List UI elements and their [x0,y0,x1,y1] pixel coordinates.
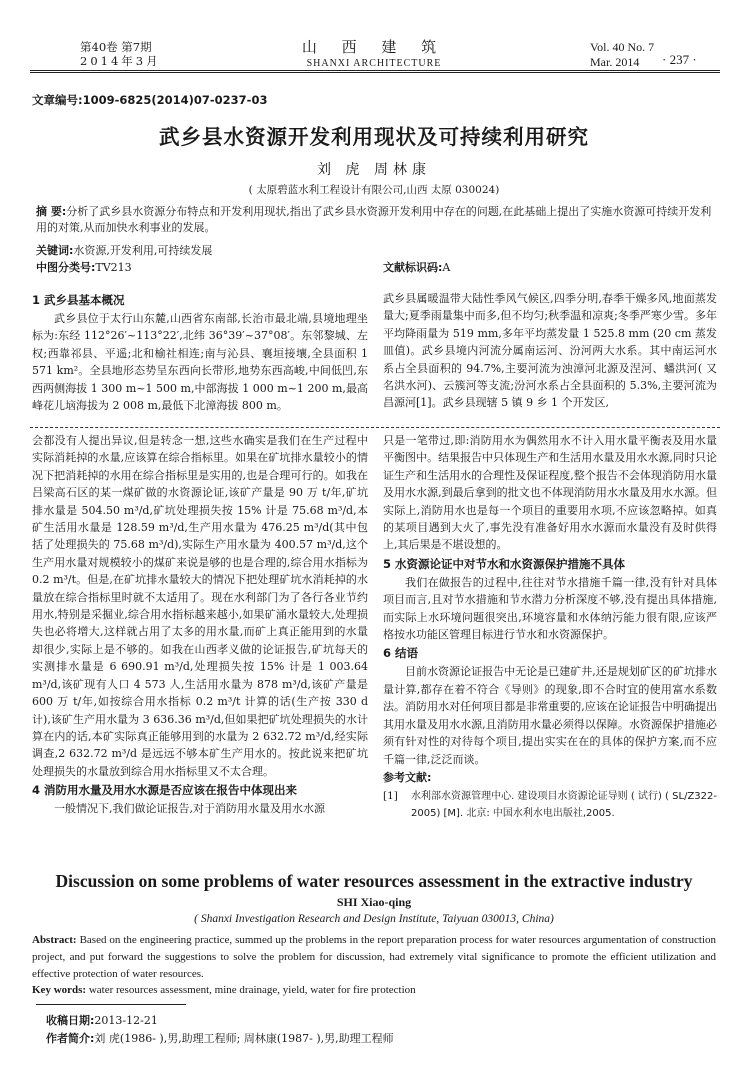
page-number: · 237 · [662,52,697,67]
right-paragraph-3: 目前水资源论证报告中无论是已建矿井,还是规划矿区的矿坑排水量计算,都存在着不符合《导则》的现象,即不合时宜的使用富水系数法。消防用水对任何项目都是非常重要的,应该在论证报告中明确提出其用水量及用水水源,且消防用水量必须得以保障。水资源保护措施必须有针对性的对待每个项目,提出实实在在的具体的保护方案,而不应千篇一律,泛泛而谈。 [383,665,717,766]
bio-text: 刘 虎(1986- ),男,助理工程师; 周林康(1987- ),男,助理工程师 [94,1032,394,1045]
section1-left [32,290,368,414]
references-heading: 参考文献: [383,770,432,784]
english-title: Discussion on some problems of water resources assessment in the extractive industry [55,871,693,891]
section-heading-5: 5 水资源论证中对节水和水资源保护措施不具体 [383,556,626,571]
journal-name-en: SHANXI ARCHITECTURE [306,58,442,69]
reference-1-number: [1] [383,789,398,802]
journal-name-cn: 山 西 建 筑 [301,38,447,56]
authors: 刘 虎 周林康 [317,162,431,178]
received-date [46,1012,158,1028]
article-number: 文章编号:1009-6825(2014)07-0237-03 [32,93,268,107]
keywords-text: 水资源,开发利用,可持续发展 [73,244,213,257]
class-label: 中图分类号: [36,261,96,274]
affiliation: ( 太原碧蓝水利工程设计有限公司,山西 太原 030024) [248,184,500,196]
english-abstract [32,932,716,983]
journal-volume-en [590,40,654,70]
keywords-label: 关键词: [36,244,74,257]
abstract-text: 分析了武乡县水资源分布特点和开发利用现状,指出了武乡县水资源开发利用中存在的问题,在此基础上提出了实施水资源可持续开发利用的对策,从而加快水利事业的发展。 [36,205,712,234]
volume-cn: 第40卷 第7期 [80,40,152,54]
left-paragraph-1: 会都没有人提出异议,但是转念一想,这些水确实是我们在生产过程中实际消耗掉的水量,应该算在综合指标里。如果在矿坑排水量较小的情况下把消耗掉的水用在综合指标里是实用的,也是合理可行的。如我在吕梁高石区的某一煤矿做的水资源论证,该矿产量是 90 万 t/年,矿坑排水量是 504.50 m³/d,矿坑处理损失按 15% 计是 75.68 m³/d,本矿生活用水量是 128.59 m³/d,生产用水量为 476.25 m³/d(其中包括了处理损失的 75.68 m³/d),实际生产用水量为 400.57 m³/d,这个生产用水量对规模较小的煤矿来说是够的也是合理的,综合用水指标为 0.2 m³/t。但是,在矿坑排水量较大的情况下把处理矿坑水消耗掉的水量放在综合指标里时就不太适用了。现在水利部门为了各行各业节约用水,特别是采掘业,综合用水指标越来越小,如果矿涌水量较大,处理损失也必将增大,这样就占用了太多的用水量,而矿上真正能用到的水量却很少,实际上是不够的。如我在山西孝义做的论证报告,矿坑每天的实测排水量是 6 690.91 m³/d,处理损失按 15% 计是 1 003.64 m³/d,该矿现有人口 4 573 人,生活用水量为 878 m³/d,该矿产量是 600 万 t/年,如按综合用水指标 0.2 m³/t 计算的话(生产按 330 d 计),该矿生产用水量为 3 636.36 m³/d,但如果把矿坑处理损失的水计算在内的话,本矿实际真正能够用到的水量为 2 632.72 m³/d,经实际调查,2 632.72 m³/d 是远远不够本矿生产用水的。按此说来把矿坑处理损失的水量放到综合用水指标里又不太合理。 [32,434,368,778]
english-keywords-text: water resources assessment, mine drainage, yield, water for fire protection [88,984,416,996]
section-heading-6: 6 结语 [383,646,419,661]
section-heading-4: 4 消防用水量及用水水源是否应该在报告中体现出来 [32,783,298,798]
bio-label: 作者简介: [46,1032,95,1045]
right-column [383,432,717,822]
paper-title: 武乡县水资源开发利用现状及可持续利用研究 [159,125,589,149]
classification [36,259,132,275]
volume-en: Vol. 40 No. 7 [590,40,655,54]
left-paragraph-2: 一般情况下,我们做论证报告,对于消防用水量及用水水源 [54,802,325,816]
right-paragraph-2: 我们在做报告的过程中,往往对节水措施千篇一律,没有针对具体项目而言,且对节水措施和节水潜力分析深度不够,没有提出具体措施,而实际上水环境问题很突出,环境容量和水体纳污能力很有限,应该严格按水功能区管理目标进行节水和水资源保护。 [383,575,717,642]
date-cn: 2014年3月 [80,54,161,68]
header-rule-2 [30,72,720,73]
reference-1-text: 水利部水资源管理中心. 建设项目水资源论证导则 ( 试行) ( SL/Z322-2005) [M]. 北京: 中国水利水电出版社,2005. [411,790,717,819]
received-value: 2013-12-21 [94,1014,158,1027]
right-paragraph-1: 只是一笔带过,即:消防用水为偶然用水不计入用水量平衡表及用水量平衡图中。结果报告中只体现生产和生活用水量及用水水源,同时只论证生产和生活用水的合理性及保证程度,整个报告不会体现消防用水量及用水水源,到最后拿到的批文也不体现消防用水水量及用水水源。但实际上,消防用水也是每一个项目的重要用水项,不应该忽略掉。如真的某项目遇到大火了,事先没有准备好用水水源而水量没有及时供得上,其后果是不堪设想的。 [383,434,717,552]
footnote-rule [36,1004,186,1005]
abstract [36,204,716,236]
english-affiliation: ( Shanxi Investigation Research and Design Institute, Taiyuan 030013, China) [194,913,554,925]
section-heading-1: 1 武乡县基本概况 [32,293,125,307]
doc-code-label: 文献标识码: [383,261,443,274]
abstract-label: 摘 要: [36,205,67,218]
keywords [36,242,212,258]
date-en: Mar. 2014 [590,55,640,69]
left-column [32,432,368,818]
doc-code [383,259,450,275]
class-code: TV213 [95,261,132,274]
english-abstract-label: Abstract: [32,934,77,946]
english-keywords [32,984,716,996]
received-label: 收稿日期: [46,1014,95,1027]
section-divider [30,427,720,428]
author-bio [46,1030,394,1046]
header-rule [30,70,720,71]
english-abstract-text: Based on the engineering practice, summed up the problems in the report preparation process for water resources argumentation of construction project, and put forward the suggestions to solve the problem for discussion, had extremely vital significance to promote the efficient utilization and effective protection of water resources. [32,934,717,980]
section1-right [383,290,717,412]
english-keywords-label: Key words: [32,984,87,996]
section1-paragraph-2: 武乡县属暖温带大陆性季风气候区,四季分明,春季干燥多风,地面蒸发量大;夏季雨量集中而多,但不均匀;秋季温和凉爽;冬季严寒少雪。多年平均降雨量为 519 mm,多年平均蒸发量 1 525.8 mm (20 cm 蒸发皿值)。武乡县境内河流分属南运河、汾河两大水系。其中南运河水系占全县面积的 94.7%,主要河流为浊漳河北源及涅河、蟠洪河( 又名洪水河)、云簇河等支流;汾河水系占全县面积的 5.3%,主要河流为昌源河[1]。武乡县现辖 5 镇 9 乡 1 个开发区, [383,292,717,410]
english-author: SHI Xiao-qing [336,895,412,909]
section1-paragraph-1: 武乡县位于太行山东麓,山西省东南部,长治市最北端,县境地理坐标为:东经 112°26′~113°22′,北纬 36°39′~37°08′。东邻黎城、左权;西靠祁县、平遥;北和榆社相连;南与沁县、襄垣接壤,全县面积 1 571 km²。全县地形态势呈东西向长带形,地势东西高峻,中间低凹,东西两侧海拔 1 300 m~1 500 m,中部海拔 1 000 m~1 200 m,最高峰花儿垴海拔为 2 008 m,最低下北漳海拔 800 m。 [32,312,368,413]
doc-code-value: A [442,261,451,274]
reference-1 [383,788,717,822]
